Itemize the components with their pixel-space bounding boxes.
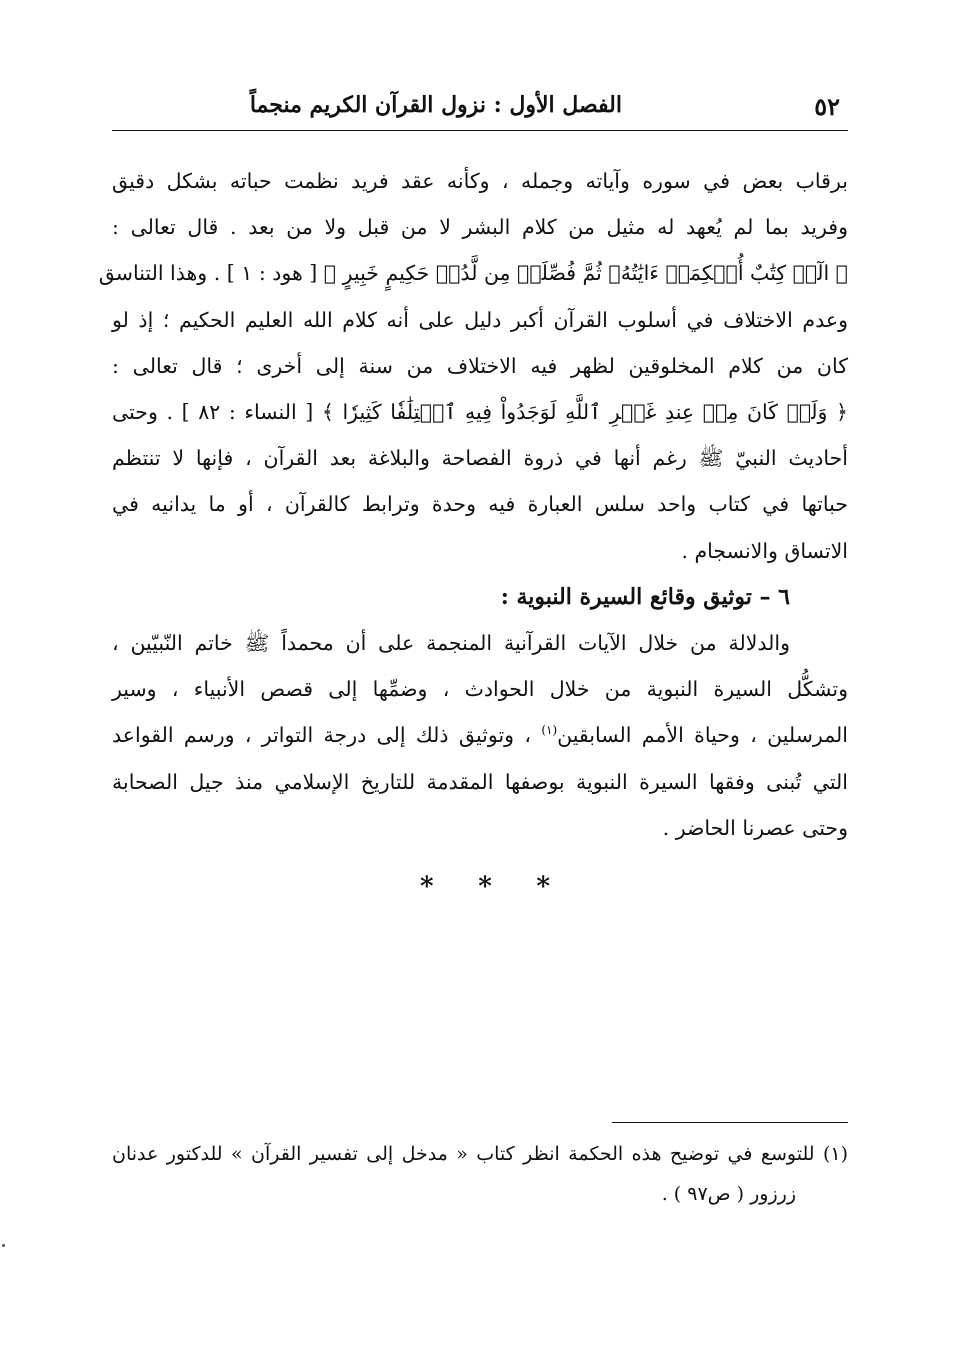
text-line: وعدم الاختلاف في أسلوب القرآن أكبر دليل على أنه كلام الله العليم الحكيم ؛ إذ لو (112, 307, 848, 332)
section-separator (420, 872, 550, 902)
footnote-divider (612, 1122, 848, 1123)
page-number: ٥٢ (814, 92, 840, 121)
footnote (112, 1134, 848, 1214)
page-header (112, 86, 848, 131)
quran-verse-line: ﴿ وَلَوۡ كَانَ مِنۡ عِندِ غَيۡرِ ٱللَّهِ لَوَجَدُواْ فِيهِ ٱخۡتِلَٰفٗا كَثِيرٗا ﴾ [ النساء : ٨٢ ] . وحتى (112, 400, 848, 425)
text-fragment: ، وتوثيق ذلك إلى درجة التواتر ، ورسم القواعد (112, 723, 542, 748)
footnote-line: (١) للتوسع في توضيح هذه الحكمة انظر كتاب « مدخل إلى تفسير القرآن » للدكتور عدنان (112, 1143, 848, 1165)
text-line: وفريد بما لم يُعهد له مثيل من كلام البشر لا من قبل ولا من بعد . قال تعالى : (112, 215, 848, 240)
text-line: حباتها في كتاب واحد سلس العبارة فيه وحدة وترابط كالقرآن ، أو ما يدانيه في (112, 492, 848, 517)
text-line: كان من كلام المخلوقين لظهر فيه الاختلاف من سنة إلى أخرى ؛ قال تعالى : (112, 353, 848, 378)
text-line: وتشكُّل السيرة النبوية من خلال الحوادث ، وضمِّها إلى قصص الأنبياء ، وسير (112, 677, 848, 702)
text-line: برقاب بعض في سوره وآياته وجمله ، وكأنه عقد فريد نظمت حباته بشكل دقيق (112, 169, 848, 193)
text-line: وحتى عصرنا الحاضر . (662, 815, 848, 840)
text-line: التي تُبنى وفقها السيرة النبوية بوصفها المقدمة للتاريخ الإسلامي منذ جيل الصحابة (112, 769, 848, 794)
section-heading (112, 574, 848, 620)
running-title: الفصل الأول : نزول القرآن الكريم منجماً (249, 92, 622, 118)
text-fragment: المرسلين ، وحياة الأمم السابقين (557, 723, 848, 748)
asterisk: * (536, 872, 550, 902)
text-line: أحاديث النبيّ ﷺ رغم أنها في ذروة الفصاحة والبلاغة بعد القرآن ، فإنها لا تنتظم (112, 446, 848, 471)
quran-verse-line: ﴿ الٓرۚ كِتَٰبٌ أُحۡكِمَتۡ ءَايَٰتُهُۥ ثُمَّ فُصِّلَتۡ مِن لَّدُنۡ حَكِيمٍ خَبِيرٍ ﴾ [ هود : ١ ] . وهذا التناسق (98, 261, 848, 286)
paragraph-2 (112, 620, 848, 851)
asterisk: * (420, 872, 434, 902)
section-heading-text: ٦ – توثيق وقائع السيرة النبوية : (500, 583, 790, 610)
text-line (112, 712, 848, 758)
asterisk: * (478, 872, 492, 902)
paragraph-1 (98, 158, 848, 574)
footnote-marker: (١) (541, 723, 558, 738)
text-line: الاتساق والانسجام . (681, 538, 848, 563)
text-line: والدلالة من خلال الآيات القرآنية المنجمة على أن محمداً ﷺ خاتم النّبيّين ، (112, 631, 790, 656)
footnote-line: زرزور ( ص٩٧ ) . (661, 1183, 796, 1205)
main-text (98, 158, 848, 851)
scan-speck (2, 1244, 5, 1247)
